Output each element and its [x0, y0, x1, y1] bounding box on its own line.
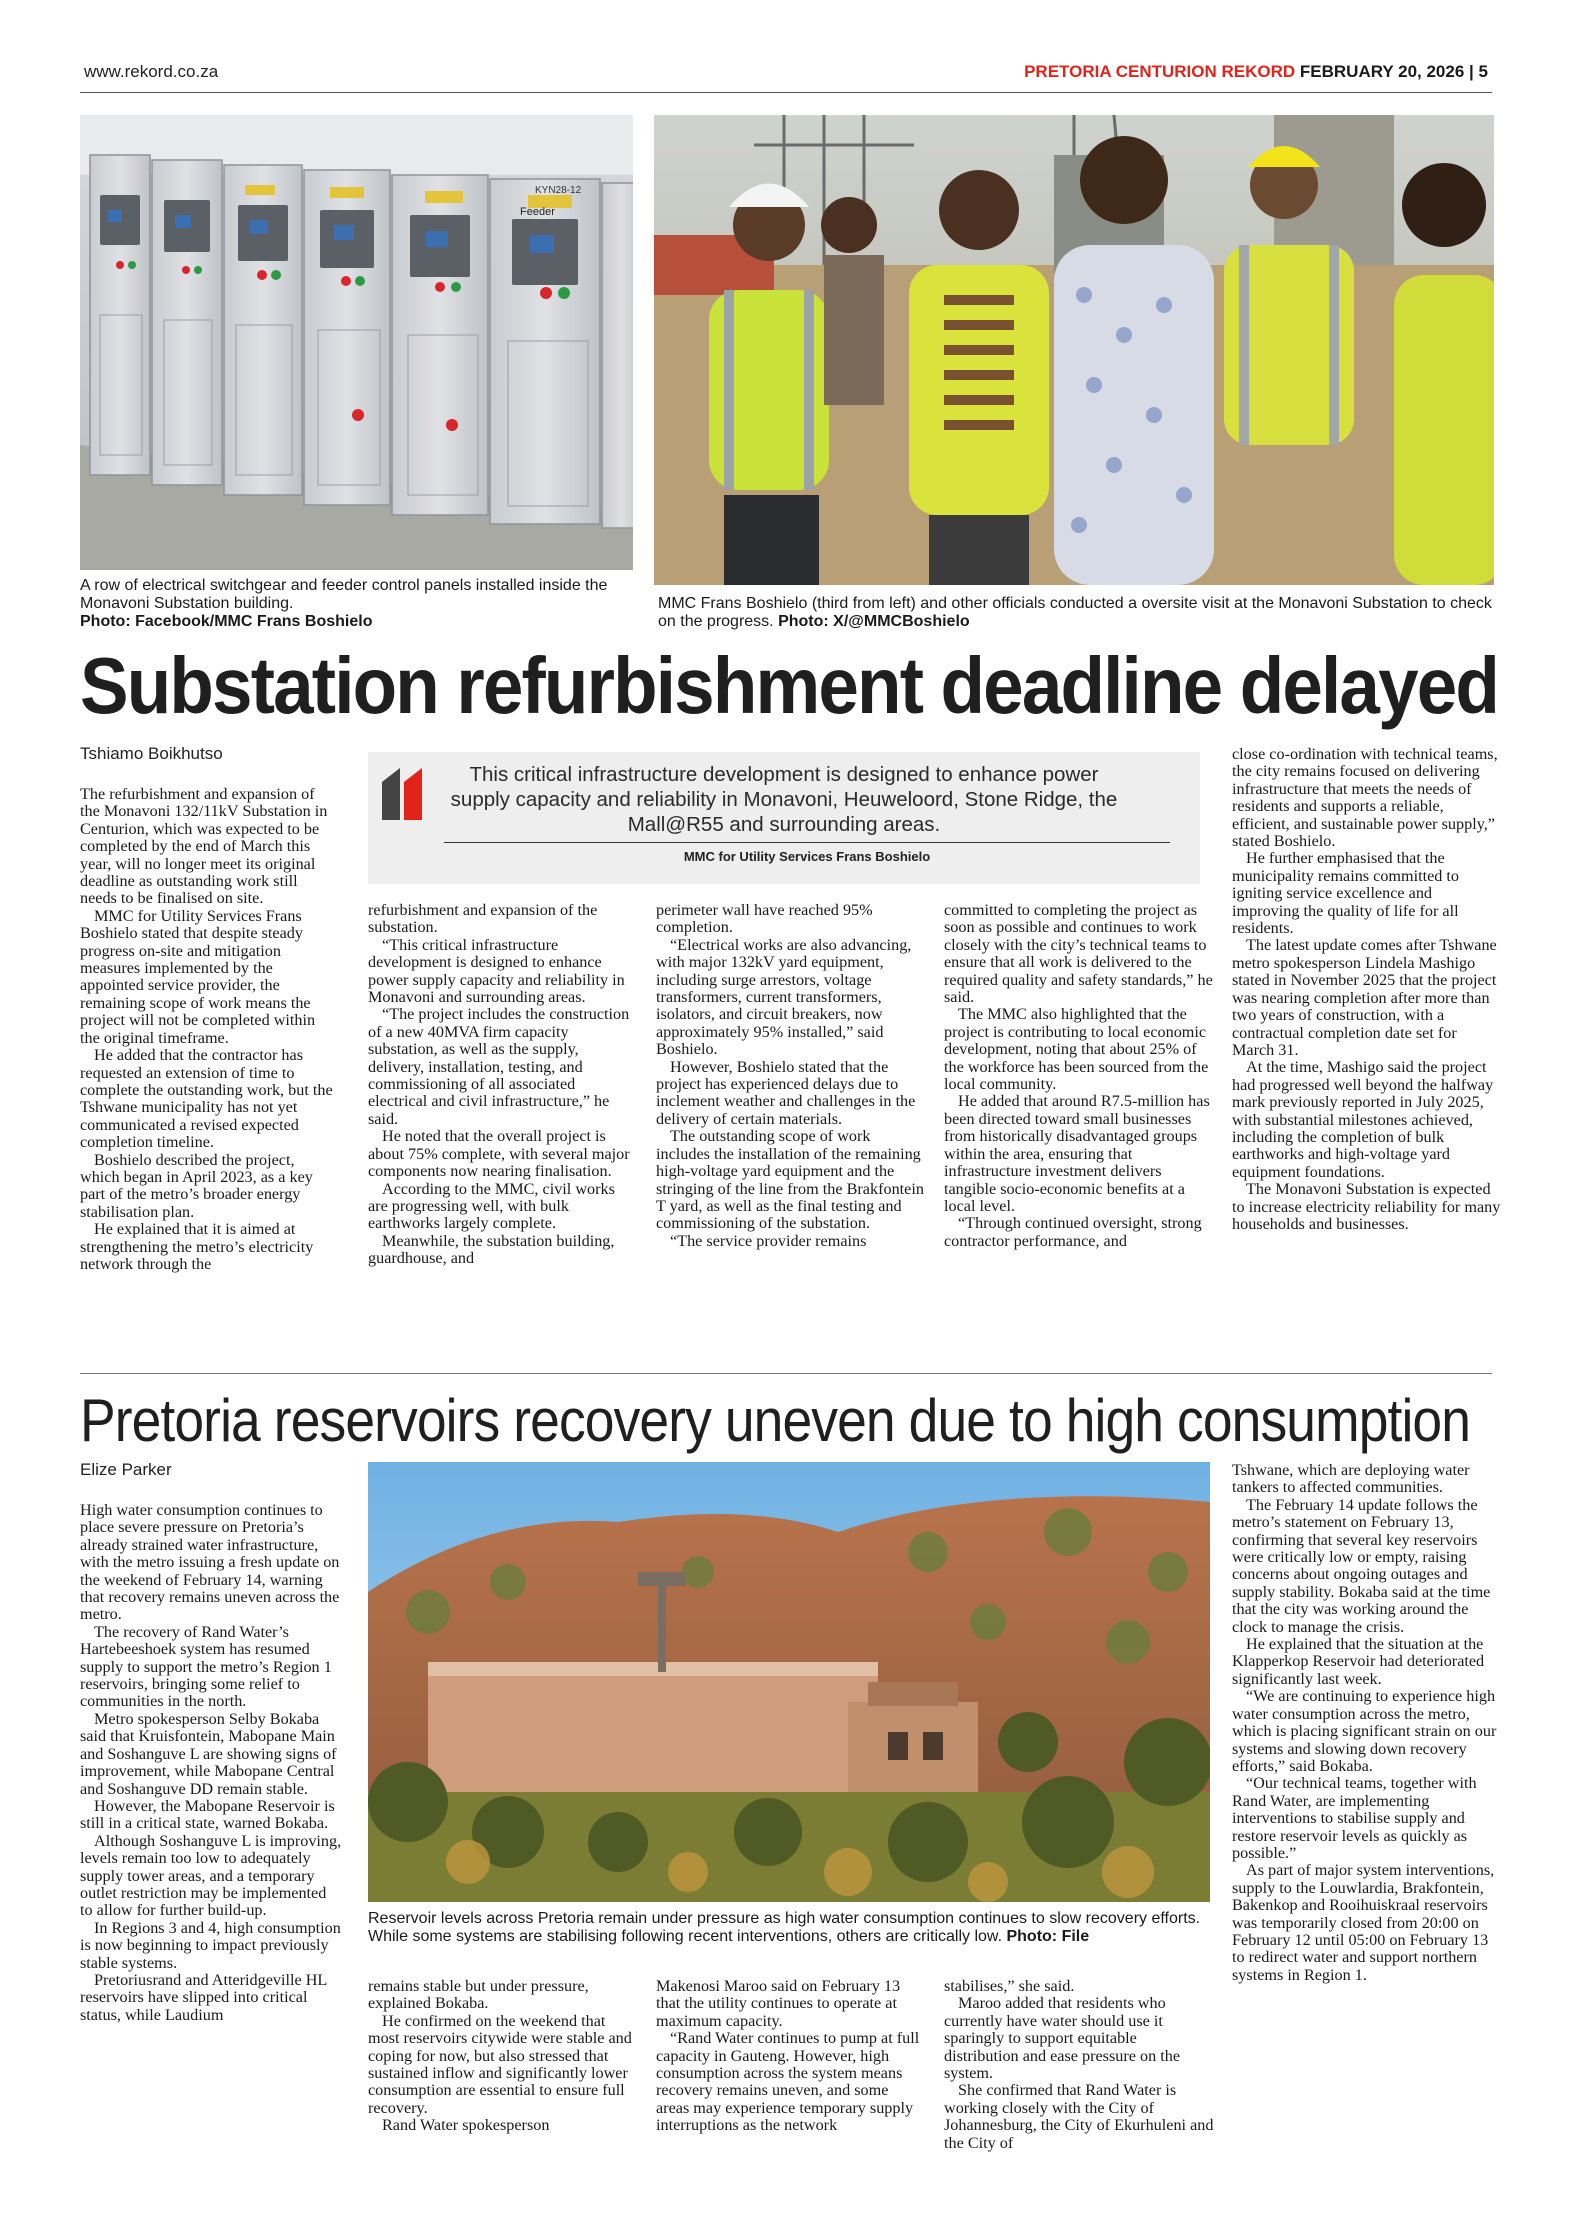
paragraph: The February 14 update follows the metro’s statement on February 13, confirming that several key reservoirs were critically low or empty, raising concerns about ongoing outages and supply stability. Bokaba said at the time that the city was working around the clock to manage the crisis. — [1232, 1495, 1491, 1636]
reservoir-photo-credit: Photo: File — [1006, 1928, 1090, 1945]
paragraph: Tshwane, which are deploying water tankers to affected communities. — [1232, 1461, 1470, 1497]
article1-column-3 — [656, 902, 924, 1250]
switchgear-illustration — [80, 115, 633, 570]
official-figure-2 — [821, 197, 884, 405]
article1-byline: Tshiamo Boikhutso — [80, 744, 223, 763]
paragraph: committed to completing the project as soon as possible and continues to work closely with the city’s technical teams to ensure that all work is delivered to the required quality and safety standards,” he said. — [944, 901, 1213, 1007]
paragraph: “Electrical works are also advancing, with major 132kV yard equipment, including surge arrestors, voltage transformers, current transformers, isolators, and circuit breakers, now approximately 95% installed,” said Boshielo. — [656, 935, 912, 1059]
article2-column-5 — [1232, 1462, 1502, 1984]
paragraph: “Through continued oversight, strong contractor performance, and — [944, 1214, 1202, 1250]
article2-byline: Elize Parker — [80, 1460, 172, 1479]
publication-name: PRETORIA CENTURION REKORD — [1024, 62, 1296, 81]
switchgear-photo — [80, 115, 633, 570]
article1-column-1 — [80, 786, 338, 1273]
paragraph: He added that around R7.5-million has been directed toward small businesses from historically disadvantaged groups within the area, ensuring that infrastructure investment delivers tangible socio-economic benefits at a local level. — [944, 1092, 1210, 1215]
paragraph: The outstanding scope of work includes the installation of the remaining high-voltage yard equipment and the stringing of the line from the Brakfontein T yard, as well as the final testing and commissioning of the substation. — [656, 1127, 924, 1233]
panel-label-feeder: Feeder — [520, 206, 555, 218]
paragraph: He confirmed on the weekend that most reservoirs citywide were stable and coping for now, but also stressed that sustained inflow and significantly lower consumption are essential to ensure full recovery. — [368, 2011, 632, 2117]
paragraph: However, Boshielo stated that the project has experienced delays due to inclement weather and challenges in the delivery of certain materials. — [656, 1057, 916, 1128]
paragraph: Meanwhile, the substation building, guardhouse, and — [368, 1231, 615, 1268]
officials-illustration — [654, 115, 1494, 585]
article2-column-4 — [944, 1978, 1214, 2152]
paragraph: As part of major system interventions, supply to the Louwlardia, Brakfontein, Bakenkop and Rooihuiskraal reservoirs was temporarily closed from 20:00 on February 12 until 05:00 on February 13 to redirect water and support northern systems in Region 1. — [1232, 1861, 1495, 1984]
paragraph: “Rand Water continues to pump at full capacity in Gauteng. However, high consumption across the system means recovery remains uneven, and some areas may experience temporary supply interruptions as the network — [656, 2029, 920, 2135]
panel-label-kyn: KYN28-12 — [535, 185, 582, 196]
pullquote-rule — [444, 842, 1170, 843]
reservoir-illustration — [368, 1462, 1210, 1902]
article2-headline: Pretoria reservoirs recovery uneven due to high consumption — [80, 1387, 1471, 1454]
paragraph: The latest update comes after Tshwane metro spokesperson Lindela Mashigo stated in November 2025 that the project was nearing completion after more than two years of construction, with a contractual completion date set for March 31. — [1232, 936, 1497, 1059]
article1-column-5 — [1232, 746, 1502, 1233]
switchgear-caption-text: A row of electrical switchgear and feeder control panels installed inside the Monavoni Substation building. — [80, 577, 608, 612]
paragraph: MMC for Utility Services Frans Boshielo stated that despite steady progress on-site and mitigation measures implemented by the appointed service provider, the remaining scope of work means the project will not be completed within the original timeframe. — [80, 906, 316, 1047]
article1-column-4 — [944, 902, 1214, 1250]
paragraph: He added that the contractor has requested an extension of time to complete the outstanding work, but the Tshwane municipality has not yet communicated a revised expected completion timeline. — [80, 1046, 333, 1152]
reservoir-caption — [368, 1910, 1210, 1946]
officials-caption-text: MMC Frans Boshielo (third from left) and other officials conducted a oversite visit at the Monavoni Substation to check on the progress. — [658, 595, 1492, 630]
paragraph: “Our technical teams, together with Rand Water, are implementing interventions to stabilise supply and restore reservoir levels as quickly as possible.” — [1232, 1774, 1477, 1862]
paragraph: close co-ordination with technical teams, the city remains focused on delivering infrastructure that meets the needs of residents and supports a reliable, efficient, and sustainable power supply,” stated Boshielo. — [1232, 745, 1498, 851]
issue-date: FEBRUARY 20, 2026 — [1299, 62, 1465, 81]
article2-column-1 — [80, 1502, 342, 2024]
pullquote-attribution: MMC for Utility Services Frans Boshielo — [683, 849, 931, 864]
article2-column-3 — [656, 1978, 924, 2135]
pullquote-box — [368, 752, 1200, 884]
paragraph: refurbishment and expansion of the substation. — [368, 901, 598, 937]
paragraph: perimeter wall have reached 95% completion. — [656, 901, 873, 937]
paragraph: Boshielo described the project, which began in April 2023, as a key part of the metro’s broader energy stabilisation plan. — [80, 1150, 313, 1221]
paragraph: He explained that the situation at the Klapperkop Reservoir had deteriorated significantly last week. — [1232, 1635, 1485, 1688]
officials-caption — [658, 595, 1498, 631]
official-figure-6 — [1394, 163, 1494, 585]
paragraph: She confirmed that Rand Water is working closely with the City of Johannesburg, the City of Ekurhuleni and the City of — [944, 2081, 1214, 2152]
paragraph: He explained that it is aimed at strengthening the metro’s electricity network through the — [80, 1220, 314, 1273]
paragraph: In Regions 3 and 4, high consumption is now beginning to impact previously stable systems. — [80, 1918, 341, 1972]
section-divider — [80, 1373, 1492, 1374]
page-header-info — [1024, 62, 1488, 82]
paragraph: The MMC also highlighted that the project is contributing to local economic development, noting that about 25% of the workforce has been sourced from the local community. — [944, 1005, 1209, 1094]
reservoir-caption-text: Reservoir levels across Pretoria remain under pressure as high water consumption continues to slow recovery efforts. While some systems are stabilising following recent interventions, others are critically low. — [368, 1910, 1201, 1945]
paragraph: Maroo added that residents who currently have water should use it sparingly to support equitable distribution and ease pressure on the system. — [944, 1994, 1181, 2083]
paragraph: He further emphasised that the municipality remains committed to igniting service excellence and improving the quality of life for all residents. — [1232, 849, 1460, 938]
website-url[interactable]: www.rekord.co.za — [84, 62, 219, 81]
paragraph: Although Soshanguve L is improving, levels remain too low to adequately supply tower areas, and a temporary outlet restriction may be implemented to allow for further build-up. — [80, 1831, 342, 1920]
officials-photo-credit: Photo: X/@MMCBoshielo — [778, 613, 970, 630]
officials-photo — [654, 115, 1494, 585]
pullquote-text: This critical infrastructure development is designed to enhance power supply capacity and reliability in Monavoni, Heuweloord, Stone Ridge, the Mall@R55 and surrounding areas. — [450, 763, 1118, 836]
paragraph: “The project includes the construction of a new 40MVA firm capacity substation, as well as the supply, delivery, installation, testing, and commissioning of all associated electrical and civil infrastructure,” he said. — [368, 1005, 630, 1128]
paragraph: remains stable but under pressure, explained Bokaba. — [368, 1977, 589, 2013]
paragraph: At the time, Mashigo said the project had progressed well beyond the halfway mark previously reported in July 2025, with substantial milestones achieved, including the completion of bulk earthworks and high-voltage yard equipment foundations. — [1232, 1058, 1494, 1181]
paragraph: Metro spokesperson Selby Bokaba said that Kruisfontein, Mabopane Main and Soshanguve L are showing signs of improvement, while Mabopane Central and Soshanguve DD remain stable. — [80, 1709, 337, 1798]
paragraph: “The service provider remains — [670, 1231, 867, 1250]
article1-headline: Substation refurbishment deadline delayed — [80, 641, 1499, 730]
switchgear-caption — [80, 577, 640, 631]
paragraph: According to the MMC, civil works are progressing well, with bulk earthworks largely complete. — [368, 1179, 615, 1233]
paragraph: High water consumption continues to place severe pressure on Pretoria’s already strained water infrastructure, with the metro issuing a fresh update on the weekend of February 14, warning that recovery remains uneven across the metro. — [80, 1501, 340, 1624]
reservoir-photo — [368, 1462, 1210, 1902]
paragraph: Pretoriusrand and Atteridgeville HL reservoirs have slipped into critical status, while Laudium — [80, 1970, 327, 2024]
article1-column-2 — [368, 902, 638, 1268]
paragraph: However, the Mabopane Reservoir is still in a critical state, warned Bokaba. — [80, 1796, 335, 1833]
header-rule — [80, 92, 1492, 93]
paragraph: He noted that the overall project is about 75% complete, with several major components now nearing finalisation. — [368, 1127, 630, 1181]
paragraph: stabilises,” she said. — [944, 1977, 1075, 1995]
paragraph: Rand Water spokesperson — [382, 2116, 550, 2135]
paragraph: The recovery of Rand Water’s Hartebeeshoek system has resumed supply to support the metro’s Region 1 reservoirs, bringing some relief to communities in the north. — [80, 1622, 332, 1711]
quote-mark-icon — [378, 762, 424, 824]
paragraph: The refurbishment and expansion of the Monavoni 132/11kV Substation in Centurion, which was expected to be completed by the end of March this year, will no longer meet its original deadline as outstanding work still needs to be finalised on site. — [80, 785, 328, 908]
paragraph: Makenosi Maroo said on February 13 that the utility continues to operate at maximum capacity. — [656, 1977, 901, 2030]
page-number: 5 — [1478, 62, 1488, 81]
header-separator: | — [1469, 62, 1474, 81]
switchgear-photo-credit: Photo: Facebook/MMC Frans Boshielo — [80, 613, 373, 630]
article2-column-2 — [368, 1978, 638, 2135]
paragraph: The Monavoni Substation is expected to increase electricity reliability for many households and businesses. — [1232, 1180, 1501, 1233]
paragraph: “This critical infrastructure development is designed to enhance power supply capacity and reliability in Monavoni and surrounding areas. — [368, 935, 625, 1007]
paragraph: “We are continuing to experience high water consumption across the metro, which is placing significant strain on our systems and slowing down recovery efforts,” said Bokaba. — [1232, 1687, 1497, 1775]
